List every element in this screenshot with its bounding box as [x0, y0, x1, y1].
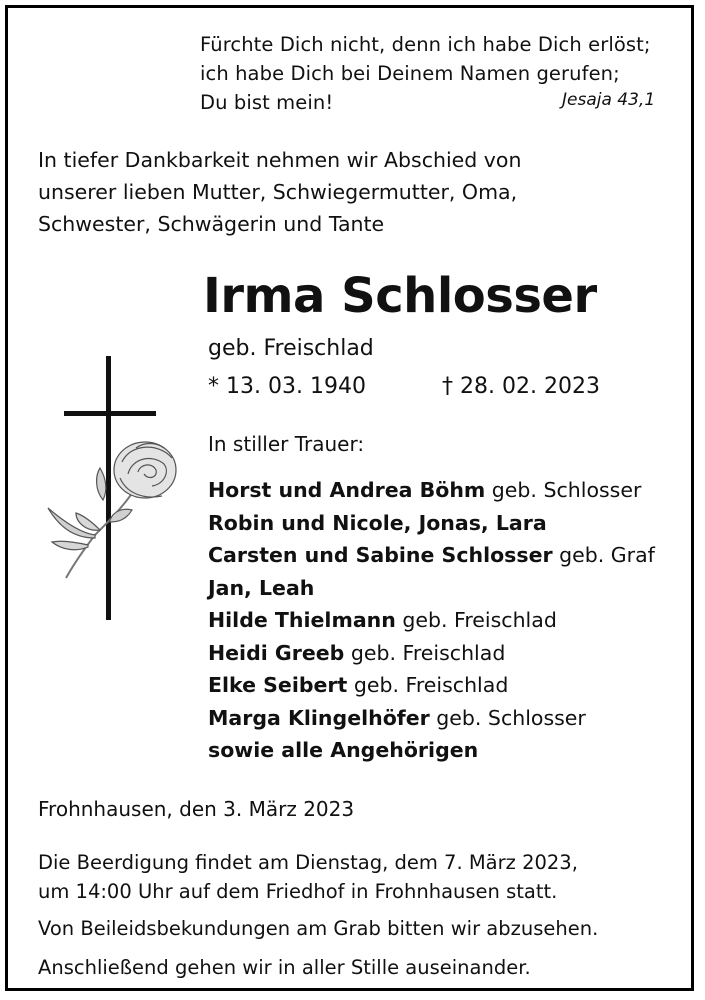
intro-line: unserer lieben Mutter, Schwiegermutter, Oma,	[38, 180, 518, 204]
list-item	[208, 637, 655, 670]
mourner-name: Carsten und Sabine Schlosser	[208, 543, 553, 567]
maiden-name: geb. Freischlad	[208, 336, 374, 361]
condolence-note: Von Beileidsbekundungen am Grab bitten wir abzusehen.	[38, 917, 599, 940]
verse-line: Du bist mein!	[200, 91, 334, 114]
intro-line: In tiefer Dankbarkeit nehmen wir Abschied von	[38, 148, 522, 172]
mourner-name: Hilde Thielmann	[208, 608, 396, 632]
mourner-note: geb. Graf	[552, 543, 655, 567]
intro-line: Schwester, Schwägerin und Tante	[38, 212, 385, 236]
verse-line: Fürchte Dich nicht, denn ich habe Dich erlöst;	[200, 33, 651, 56]
mourners-heading: In stiller Trauer:	[208, 432, 365, 456]
funeral-line: Die Beerdigung findet am Dienstag, dem 7. März 2023,	[38, 851, 578, 874]
mourner-note: geb. Freischlad	[395, 608, 557, 632]
list-item	[208, 572, 655, 605]
mourner-name: Robin und Nicole, Jonas, Lara	[208, 510, 547, 535]
verse-line: ich habe Dich bei Deinem Namen gerufen;	[200, 62, 620, 85]
mourner-name: Heidi Greeb	[208, 640, 345, 665]
mourner-name: sowie alle Angehörigen	[208, 738, 479, 762]
list-item	[208, 669, 655, 702]
rose-icon	[48, 442, 176, 578]
mourner-name: Marga Klingelhöfer	[208, 705, 430, 730]
mourner-name: Elke Seibert	[208, 673, 348, 697]
cross-rose-emblem	[40, 350, 190, 625]
mourner-note: geb. Freischlad	[344, 640, 506, 665]
place-date: Frohnhausen, den 3. März 2023	[38, 797, 355, 821]
funeral-line: um 14:00 Uhr auf dem Friedhof in Frohnhausen statt.	[38, 880, 558, 903]
farewell-note: Anschließend gehen wir in aller Stille auseinander.	[38, 956, 531, 979]
list-item	[208, 507, 655, 540]
birth-date: * 13. 03. 1940	[208, 374, 366, 399]
list-item	[208, 539, 655, 572]
list-item	[208, 474, 655, 507]
mourner-note: geb. Schlosser	[429, 705, 586, 730]
list-item	[208, 734, 655, 767]
intro-text	[38, 144, 521, 240]
closing-text	[38, 848, 598, 982]
deceased-name: Irma Schlosser	[203, 268, 597, 324]
mourner-note: geb. Schlosser	[485, 478, 642, 502]
death-date: † 28. 02. 2023	[442, 374, 600, 399]
mourner-note: geb. Freischlad	[347, 673, 509, 697]
mourner-name: Horst und Andrea Böhm	[208, 478, 486, 502]
list-item	[208, 702, 655, 735]
list-item	[208, 604, 655, 637]
verse-reference: Jesaja 43,1	[562, 90, 656, 110]
mourner-name: Jan, Leah	[208, 575, 315, 600]
mourners-list	[208, 474, 655, 767]
